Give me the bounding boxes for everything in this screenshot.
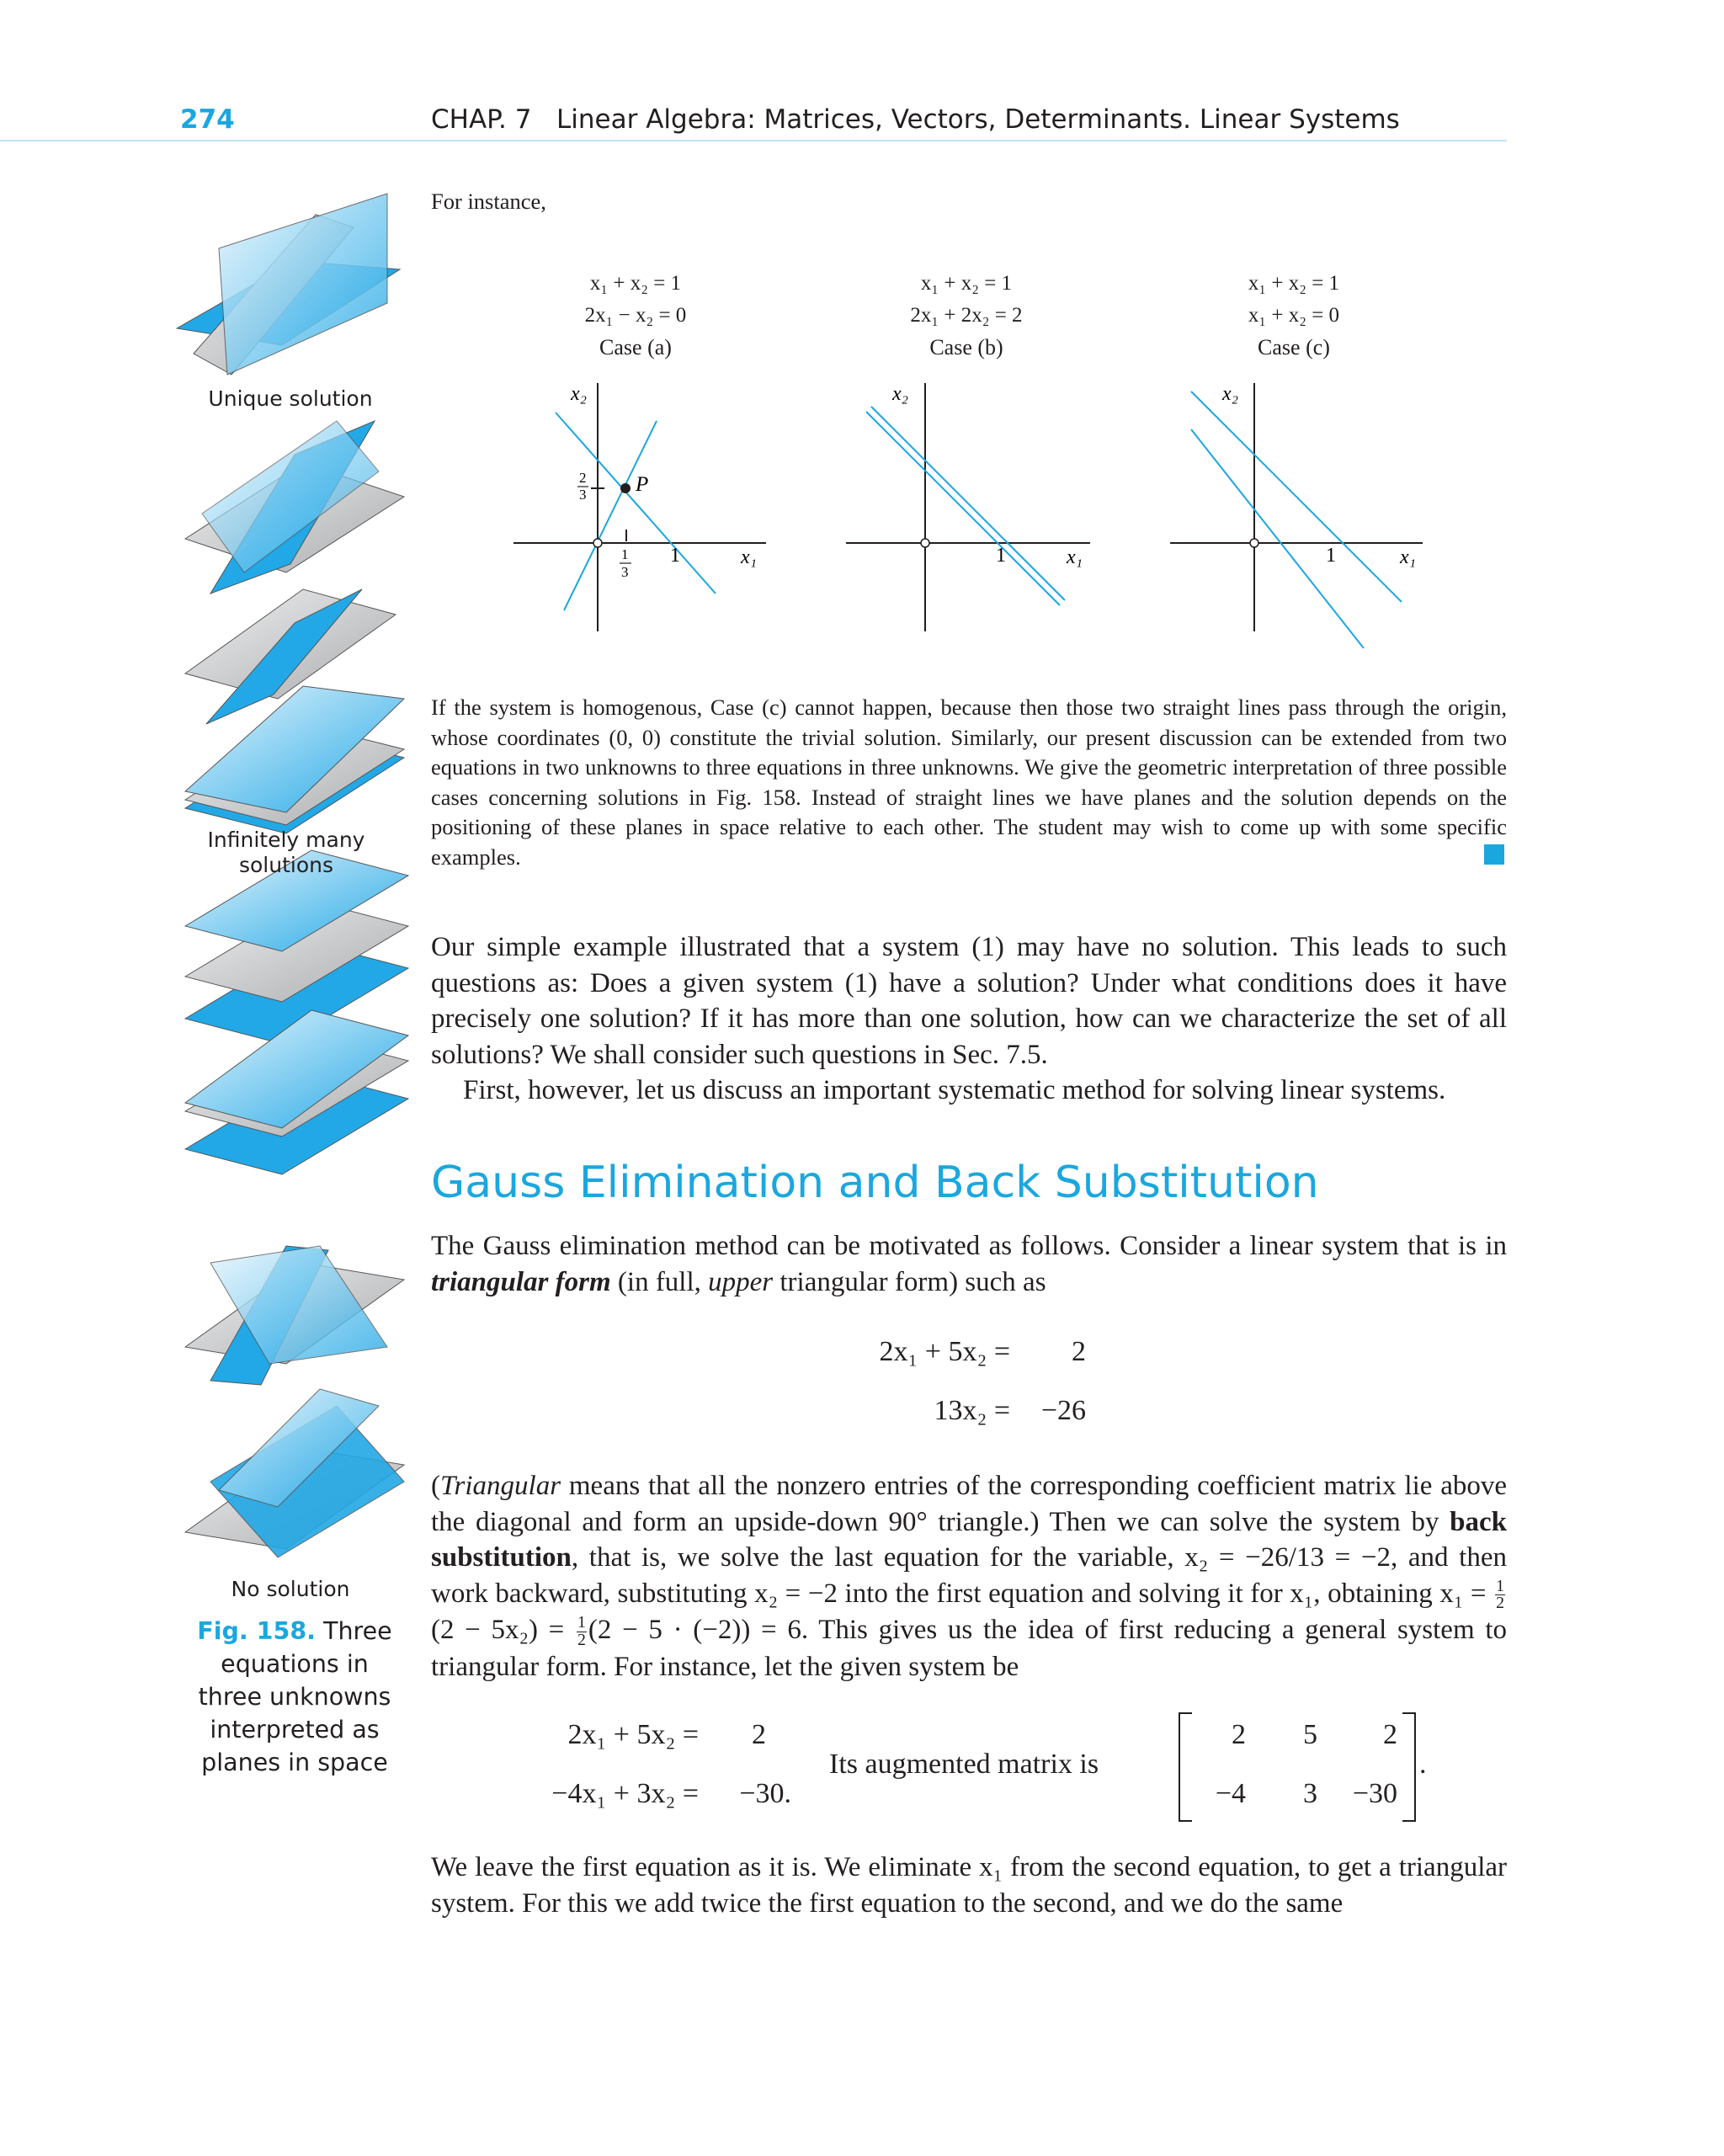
- case-b-plot: [829, 375, 1099, 640]
- case-a-frac2-num: 1: [621, 546, 629, 562]
- tri-row1-lhs: 2x₁ + 5x₂ =: [879, 1336, 1010, 1367]
- case-c-origin: [1250, 539, 1258, 547]
- fraction-half-1-den: 2: [1496, 1594, 1504, 1613]
- gauss-text-a: The Gauss elimination method can be motivated as follows. Consider a linear system that is in: [431, 1231, 1507, 1261]
- case-b-line-2: [866, 412, 1060, 605]
- case-b-label: Case (b): [929, 335, 1003, 359]
- case-b-eq1: x₁ + x₂ = 1: [920, 272, 1013, 295]
- case-c-x2-label: x₂: [1222, 383, 1238, 405]
- fraction-half-2: [577, 1615, 587, 1649]
- tri-row2-lhs: 13x₂ =: [934, 1395, 1010, 1426]
- system-row2-rhs: −30.: [739, 1778, 791, 1809]
- paragraph-gauss-intro: [431, 1228, 1507, 1300]
- matrix-cell: −4: [1215, 1778, 1246, 1809]
- page-number: 274: [180, 104, 235, 135]
- case-a-plot: [497, 375, 766, 640]
- case-a-label: Case (a): [599, 335, 672, 359]
- case-b-one-label: 1: [996, 545, 1006, 567]
- intro-text: For instance,: [431, 189, 546, 214]
- case-c-eq1: x₁ + x₂ = 1: [1248, 272, 1340, 295]
- case-a-x2-label: x₂: [571, 383, 587, 405]
- system-row1-lhs: 2x₁ + 5x₂ =: [567, 1719, 699, 1750]
- case-c-x1-label: x₁: [1400, 546, 1416, 568]
- paragraph-systematic-method: First, however, let us discuss an important systematic method for solving linear systems.: [463, 1075, 1446, 1105]
- case-c-eq2: x₁ + x₂ = 0: [1248, 304, 1340, 327]
- case-a-point-p: [620, 483, 631, 493]
- matrix-right-bracket: [1402, 1712, 1416, 1822]
- section-title: Gauss Elimination and Back Substitution: [431, 1158, 1319, 1208]
- tri-text-a: (: [431, 1471, 440, 1501]
- fig-158-planes: [168, 168, 421, 1600]
- paragraph-back-substitution: [431, 1468, 1507, 1685]
- case-a-line-1: [556, 413, 716, 594]
- case-c-plot: [1157, 375, 1435, 657]
- unique-solution-planes: [177, 194, 400, 375]
- fraction-half-2-den: 2: [577, 1631, 586, 1650]
- end-of-example-marker: [1484, 844, 1504, 865]
- case-c-line-1: [1191, 391, 1402, 602]
- matrix-cell: 5: [1303, 1719, 1317, 1750]
- case-a-frac-den: 3: [579, 487, 587, 503]
- case-a-frac-num: 2: [579, 470, 587, 486]
- header-rule: [0, 140, 1507, 141]
- caption-no-solution: No solution: [231, 1577, 350, 1601]
- paragraph-homogeneous: If the system is homogenous, Case (c) cannot happen, because then those two straight lines pass through the origin, whose coordinates (0, 0) constitute the trivial solution. Similarly, our present discussion can be extended from two equations in two unknowns to three equations in three unknowns. We give the geometric interpretation of three possible cases concerning solutions in Fig. 158. Instead of straight lines we have planes and the solution depends on the positioning of these planes in space relative to each other. The student may wish to come up with some specific examples.: [431, 695, 1507, 870]
- infinite-solution-planes-3: [185, 686, 404, 833]
- case-a-origin: [593, 539, 602, 547]
- case-c-label: Case (c): [1258, 335, 1330, 359]
- tri-row2-rhs: −26: [1040, 1395, 1086, 1426]
- gauss-text-upper: upper: [708, 1266, 774, 1297]
- case-a-eq1: x₁ + x₂ = 1: [589, 272, 682, 295]
- case-c-equations: [1168, 268, 1420, 364]
- matrix-period: .: [1419, 1749, 1427, 1780]
- fraction-half-1: [1495, 1578, 1505, 1613]
- case-b-x2-label: x₂: [892, 383, 908, 405]
- fraction-half-2-num: 1: [577, 1613, 586, 1632]
- case-a-frac2-den: 3: [621, 564, 629, 580]
- figure-caption-text: Three equations in three unknowns interpreted as planes in space: [198, 1617, 392, 1776]
- caption-infinitely-many: Infinitely many solutions: [207, 828, 365, 877]
- term-triangular-form: triangular form: [431, 1266, 611, 1297]
- running-head: CHAP. 7 Linear Algebra: Matrices, Vectors, Determinants. Linear Systems: [431, 104, 1400, 135]
- paragraph-simple-example: Our simple example illustrated that a system (1) may have no solution. This leads to such questions as: Does a given system (1) have a solution? Under what conditions does it have precisely one solution? If it has more than one solution, how can we characterize the set of all solutions? We shall consider such questions in Sec. 7.5.: [431, 932, 1507, 1070]
- tri-text-g: (2 − 5 · (−2)) = 6. This gives us the idea of first reducing a general system to triangular form. For instance, let the given system be: [431, 1615, 1507, 1682]
- fraction-half-1-num: 1: [1496, 1576, 1504, 1595]
- no-solution-planes-2: [185, 1010, 408, 1174]
- gauss-text-e: triangular form) such as: [773, 1266, 1046, 1297]
- matrix-cell: −30: [1352, 1778, 1397, 1809]
- case-b-eq2: 2x₁ + 2x₂ = 2: [910, 304, 1023, 327]
- caption-unique-solution: Unique solution: [208, 386, 373, 411]
- gauss-text-c: (in full,: [610, 1266, 709, 1297]
- system-row2-lhs: −4x₁ + 3x₂ =: [551, 1778, 699, 1809]
- tri-text-e: , that is, we solve the last equation for the variable, x₂ = −26/13 = −2, and then work backward, substituting x₂ = −2 into the first equation and solving it for x₁, obtaining x₁ =: [431, 1542, 1507, 1609]
- system-row1-rhs: 2: [752, 1719, 766, 1750]
- case-b-origin: [921, 539, 929, 547]
- case-a-p-label: P: [636, 473, 649, 496]
- paragraph-eliminate: We leave the first equation as it is. We eliminate x₁ from the second equation, to get a triangular system. For this we add twice the first equation to the second, and we do the same: [431, 1852, 1507, 1919]
- no-solution-planes-1: [185, 850, 408, 1044]
- case-a-one-label: 1: [670, 545, 680, 567]
- matrix-cell: 2: [1232, 1719, 1246, 1750]
- tri-row1-rhs: 2: [1072, 1336, 1086, 1367]
- no-solution-planes-4: [185, 1389, 404, 1557]
- case-a-eq2: 2x₁ − x₂ = 0: [584, 304, 687, 327]
- case-b-x1-label: x₁: [1067, 546, 1083, 568]
- tri-text-c: means that all the nonzero entries of the corresponding coefficient matrix lie above the diagonal and form an upside-down 90° triangle.) Then we can solve the system by: [431, 1471, 1507, 1537]
- no-solution-planes-3: [185, 1246, 404, 1385]
- case-c-one-label: 1: [1326, 545, 1336, 567]
- term-triangular: Triangular: [440, 1471, 561, 1501]
- figure-caption: [189, 1615, 400, 1779]
- augmented-matrix-label: Its augmented matrix is: [829, 1749, 1099, 1780]
- case-a-x1-label: x₁: [741, 546, 757, 568]
- matrix-cell: 3: [1303, 1778, 1317, 1809]
- case-b-line-1: [871, 407, 1065, 600]
- figure-label: Fig. 158.: [197, 1617, 316, 1645]
- matrix-cell: 2: [1383, 1719, 1397, 1750]
- case-a-line-2: [564, 421, 657, 610]
- case-a-equations: [509, 268, 762, 364]
- augmented-matrix: [1179, 1712, 1416, 1820]
- tri-text-f: (2 − 5x₂) =: [431, 1615, 575, 1646]
- case-b-equations: [840, 268, 1093, 364]
- term-back-substitution: back substitution: [431, 1506, 1507, 1573]
- matrix-left-bracket: [1179, 1712, 1192, 1822]
- infinite-solution-planes-1: [185, 421, 404, 594]
